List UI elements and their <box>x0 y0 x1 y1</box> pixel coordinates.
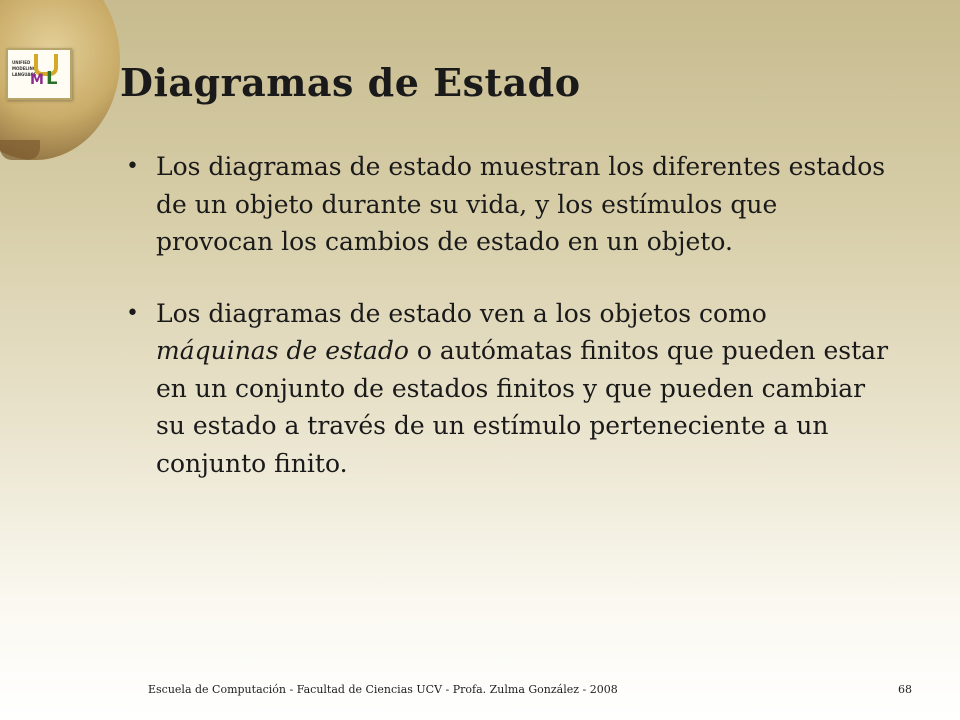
bullet-item <box>120 148 890 261</box>
page-number: 68 <box>898 683 912 696</box>
footer-text: Escuela de Computación - Facultad de Ciencias UCV - Profa. Zulma González - 2008 <box>148 683 618 696</box>
bullet-list <box>120 148 890 516</box>
emphasis-text: máquinas de estado <box>156 336 409 365</box>
bullet-text: Los diagramas de estado muestran los diferentes estados de un objeto durante su vida, y los estímulos que provocan los cambios de estado en un objeto. <box>156 152 886 256</box>
uml-logo-icon: UNIFIED MODELING LANGUAGE M L <box>6 48 72 100</box>
uml-logo-caption: UNIFIED MODELING LANGUAGE <box>12 60 37 77</box>
globe-stand-decoration <box>0 140 40 160</box>
bullet-marker: • <box>126 154 139 179</box>
slide-title: Diagramas de Estado <box>120 60 581 105</box>
bullet-marker: • <box>126 300 139 326</box>
bullet-item <box>120 295 890 483</box>
bullet-text: Los diagramas de estado ven a los objetos como máquinas de estado o autómatas finitos que pueden estar en un conjunto de estados finitos y que pueden cambiar su estado a través de un estímulo perteneciente a un conjunto finito. <box>156 298 889 478</box>
